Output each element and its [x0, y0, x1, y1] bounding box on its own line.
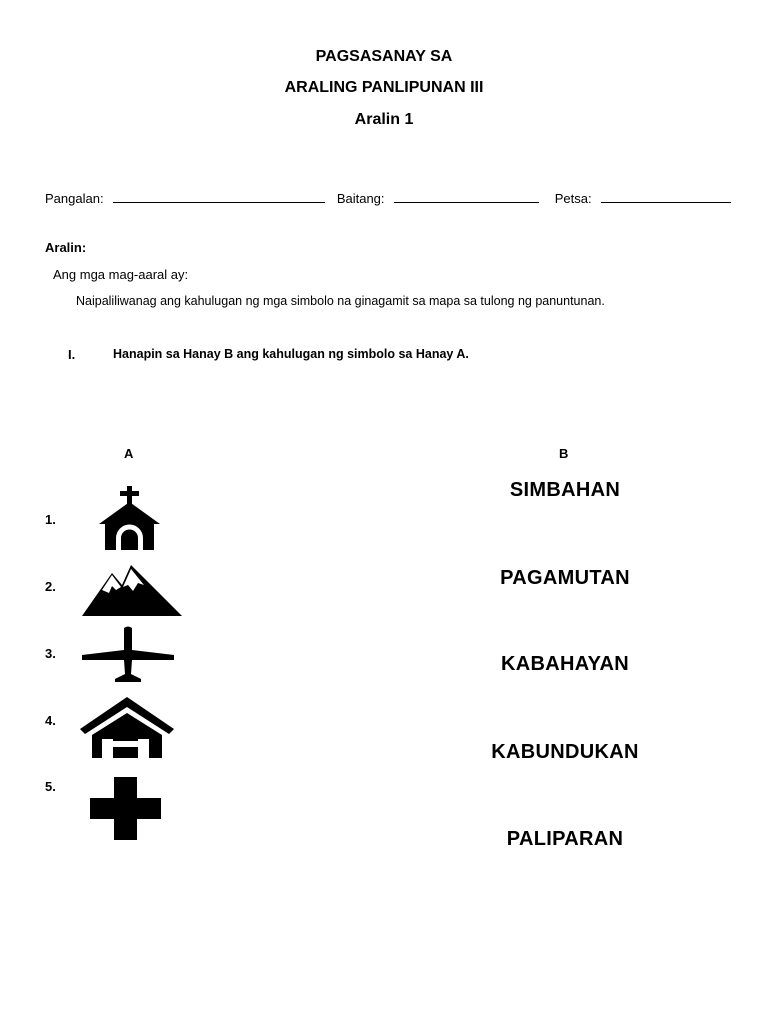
cross-icon	[90, 777, 161, 840]
item-number-1: 1.	[45, 512, 56, 527]
item-number-5: 5.	[45, 779, 56, 794]
grade-blank[interactable]	[394, 190, 539, 203]
answer-choice-4: KABUNDUKAN	[491, 741, 639, 763]
answer-choice-1: SIMBAHAN	[509, 479, 621, 501]
answer-choice-5: PALIPARAN	[506, 828, 624, 850]
answer-choice-3: KABAHAYAN	[501, 653, 629, 675]
name-blank[interactable]	[113, 190, 325, 203]
title-line-3: Aralin 1	[354, 111, 414, 128]
instruction-text: Hanapin sa Hanay B ang kahulugan ng simbolo sa Hanay A.	[113, 347, 469, 361]
airplane-icon	[80, 626, 176, 684]
item-number-4: 4.	[45, 713, 56, 728]
item-number-2: 2.	[45, 579, 56, 594]
item-number-3: 3.	[45, 646, 56, 661]
column-b-header: B	[559, 446, 569, 461]
date-blank[interactable]	[601, 190, 731, 203]
date-label: Petsa:	[554, 191, 592, 206]
grade-label: Baitang:	[336, 191, 385, 206]
student-info-row	[45, 190, 731, 206]
lesson-intro: Ang mga mag-aaral ay:	[53, 267, 189, 282]
title-line-2: ARALING PANLIPUNAN III	[284, 79, 484, 96]
title-line-1: PAGSASANAY SA	[315, 48, 453, 65]
column-a-header: A	[124, 446, 134, 461]
lesson-objective: Naipaliliwanag ang kahulugan ng mga simbolo na ginagamit sa mapa sa tulong ng panuntunan.	[76, 294, 605, 308]
name-label: Pangalan:	[45, 191, 104, 206]
instruction-numeral: I.	[68, 347, 76, 362]
lesson-heading: Aralin:	[45, 240, 87, 255]
house-icon	[80, 697, 174, 759]
mountain-icon	[82, 563, 182, 617]
answer-choice-2: PAGAMUTAN	[500, 567, 630, 589]
church-icon	[96, 486, 162, 552]
